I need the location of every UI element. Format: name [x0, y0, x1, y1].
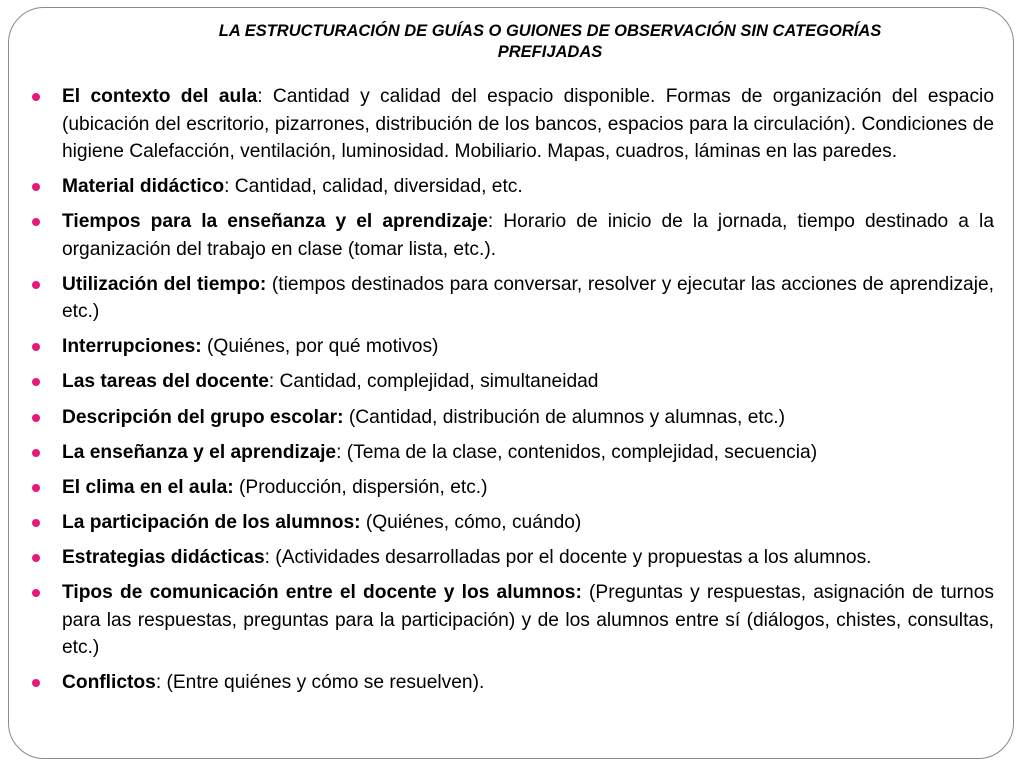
item-heading: Las tareas del docente	[62, 371, 269, 393]
list-item-classroom-climate	[32, 474, 994, 502]
item-description: (Quiénes, cómo, cuándo)	[360, 511, 582, 533]
bullet-dot-icon	[32, 343, 40, 351]
bullet-dot-icon	[32, 93, 40, 101]
item-heading: Material didáctico	[62, 176, 225, 198]
list-item-class-group	[32, 404, 994, 432]
item-description: (Cantidad, distribución de alumnos y alumnas, etc.)	[343, 406, 786, 428]
item-description: : Cantidad y calidad del espacio disponible. Formas de organización del espacio (ubicación del escritorio, pizarrones, distribución de los bancos, espacios para la circulación). Condiciones de higiene Calefacción, ventilación, luminosidad. Mobiliario. Mapas, cuadros, láminas en las paredes.	[62, 86, 994, 162]
bullet-dot-icon	[32, 484, 40, 492]
list-item-student-participation	[32, 509, 994, 537]
list-item-times	[32, 208, 994, 263]
slide-title	[110, 21, 990, 63]
list-item-context	[32, 83, 994, 166]
bullet-dot-icon	[32, 183, 40, 191]
list-item-interruptions	[32, 333, 994, 361]
item-description: : (Tema de la clase, contenidos, complejidad, secuencia)	[336, 441, 818, 463]
list-item-material	[32, 173, 994, 201]
item-heading: Tiempos para la enseñanza y el aprendizaje	[62, 211, 488, 233]
bullet-dot-icon	[32, 679, 40, 687]
bullet-dot-icon	[32, 519, 40, 527]
item-heading: El contexto del aula	[62, 86, 258, 107]
item-heading: Conflictos	[62, 672, 156, 694]
item-heading: El clima en el aula:	[62, 476, 234, 498]
bullet-dot-icon	[32, 449, 40, 457]
slide-title-line-2: PREFIJADAS	[497, 43, 603, 61]
list-item-teacher-tasks	[32, 368, 994, 396]
item-heading: Interrupciones:	[62, 336, 202, 358]
bullet-dot-icon	[32, 414, 40, 422]
list-item-communication	[32, 579, 994, 662]
list-item-teaching-learning	[32, 439, 994, 467]
item-description: (tiempos destinados para conversar, resolver y ejecutar las acciones de aprendizaje, etc.)	[62, 273, 994, 323]
bullet-dot-icon	[32, 589, 40, 597]
slide-title-line-1: LA ESTRUCTURACIÓN DE GUÍAS O GUIONES DE OBSERVACIÓN SIN CATEGORÍAS	[218, 22, 882, 40]
item-heading: Estrategias didácticas	[62, 546, 265, 568]
item-description: : Cantidad, complejidad, simultaneidad	[268, 371, 599, 393]
item-description: (Quiénes, por qué motivos)	[201, 336, 439, 358]
item-heading: La participación de los alumnos:	[62, 511, 361, 533]
observation-criteria-list	[32, 83, 994, 704]
item-heading: Tipos de comunicación entre el docente y los alumnos:	[62, 582, 582, 604]
item-heading: Descripción del grupo escolar:	[62, 406, 344, 428]
bullet-dot-icon	[32, 281, 40, 289]
list-item-time-use	[32, 271, 994, 326]
list-item-strategies	[32, 544, 994, 572]
item-heading: La enseñanza y el aprendizaje	[62, 441, 337, 463]
item-description: : (Entre quiénes y cómo se resuelven).	[155, 672, 485, 694]
item-description: (Producción, dispersión, etc.)	[233, 476, 488, 498]
bullet-dot-icon	[32, 554, 40, 562]
item-description: : Horario de inicio de la jornada, tiempo destinado a la organización del trabajo en clase (tomar lista, etc.).	[62, 211, 994, 260]
bullet-dot-icon	[32, 218, 40, 226]
item-description: : (Actividades desarrolladas por el docente y propuestas a los alumnos.	[264, 546, 872, 568]
item-description: : Cantidad, calidad, diversidad, etc.	[224, 176, 523, 198]
list-item-conflicts	[32, 669, 994, 697]
bullet-dot-icon	[32, 378, 40, 386]
item-description: (Preguntas y respuestas, asignación de turnos para las respuestas, preguntas para la participación) y de los alumnos entre sí (diálogos, chistes, consultas, etc.)	[62, 582, 994, 659]
item-heading: Utilización del tiempo:	[62, 273, 267, 295]
